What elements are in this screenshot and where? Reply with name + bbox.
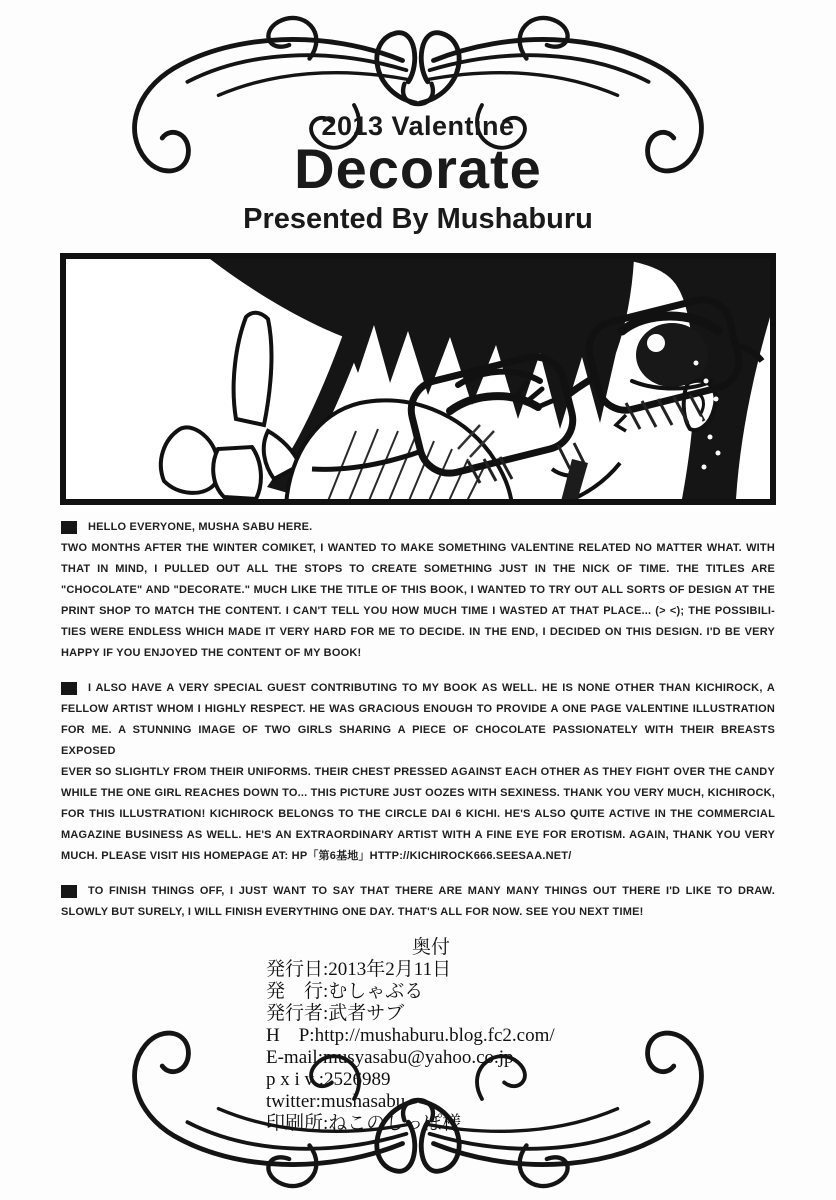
text-line: MAGAZINE BUSINESS AS WELL. HE'S AN EXTRAORDINARY ARTIST WITH A FINE EYE FOR EROTISM. AGAIN, THANK YOU VERY (61, 829, 775, 841)
series-label: 2013 Valentine (321, 111, 515, 141)
text-line: WHILE THE ONE GIRL REACHES DOWN TO... THIS PICTURE JUST OOZES WITH SEXINESS. THANK YOU VERY MUCH, KICHIROCK, (61, 787, 775, 799)
text-line: "CHOCOLATE" AND "DECORATE." MUCH LIKE THE TITLE OF THIS BOOK, I WANTED TO TRY OUT ALL SORTS OF DESIGN AT THE (61, 584, 775, 596)
credit-line: Presented By Mushaburu (243, 203, 593, 235)
paragraph-marker-icon (61, 682, 77, 695)
text-line: SLOWLY BUT SURELY, I WILL FINISH EVERYTHING ONE DAY. THAT'S ALL FOR NOW. SEE YOU NEXT TIME! (61, 906, 644, 918)
text-line: twitter:mushasabu (266, 1091, 406, 1112)
text-line: TWO MONTHS AFTER THE WINTER COMIKET, I WANTED TO MAKE SOMETHING VALENTINE RELATED NO MATTER WHAT. WITH (61, 542, 775, 554)
paragraph-3 (61, 881, 775, 923)
paragraph-2 (61, 678, 775, 867)
flourish-bottom-ornament (108, 1028, 728, 1198)
text-line: MUCH. PLEASE VISIT HIS HOMEPAGE AT: HP「第6基地」HTTP://KICHIROCK666.SEESAA.NET/ (61, 850, 572, 862)
text-line: FELLOW ARTIST WHOM I HIGHLY RESPECT. HE WAS GRACIOUS ENOUGH TO PROVIDE A ONE PAGE VALENTINE ILLUSTRATION (61, 703, 775, 715)
paragraph-marker-icon (61, 885, 77, 898)
text-line: E-mail:musyasabu@yahoo.co.jp (266, 1047, 514, 1068)
manga-girl-with-glasses-winking-illustration (60, 253, 776, 505)
paragraph-2-body (61, 678, 775, 867)
greeting-text: HELLO EVERYONE, MUSHA SABU HERE. (88, 521, 313, 533)
text-line: HAPPY IF YOU ENJOYED THE CONTENT OF MY BOOK! (61, 647, 362, 659)
page-title: Decorate (294, 137, 542, 200)
greeting-line (61, 517, 775, 538)
text-line: 発行日:2013年2月11日 (266, 959, 452, 980)
text-line: EVER SO SLIGHTLY FROM THEIR UNIFORMS. THEIR CHEST PRESSED AGAINST EACH OTHER AS THEY FIGHT OVER THE CANDY (61, 766, 775, 778)
paragraph-1-body (61, 538, 775, 664)
title-block (0, 0, 836, 253)
text-line: p x i v :2526989 (266, 1069, 391, 1090)
afterword-text (61, 517, 775, 923)
colophon-heading: 奥付 (411, 937, 450, 958)
text-line: 発 行:むしゃぶる (266, 981, 424, 1002)
text-line: PRINT SHOP TO MATCH THE CONTENT. I CAN'T TELL YOU HOW MUCH TIME I WASTED AT THAT PLACE... (> <); THE POSSIBILI- (61, 605, 775, 617)
paragraph-3-body (61, 881, 775, 923)
text-line: FOR ME. A STUNNING IMAGE OF TWO GIRLS SHARING A PIECE OF CHOCOLATE PASSIONATELY WITH THEIR BREASTS EXPOSED (61, 724, 775, 757)
text-line: I ALSO HAVE A VERY SPECIAL GUEST CONTRIBUTING TO MY BOOK AS WELL. HE IS NONE OTHER THAN KICHIROCK, A (88, 682, 775, 694)
text-line: H P:http://mushaburu.blog.fc2.com/ (266, 1025, 555, 1046)
paragraph-marker-icon (61, 521, 77, 534)
text-line: 発行者:武者サブ (266, 1003, 405, 1024)
text-line: THAT IN MIND, I PULLED OUT ALL THE STOPS TO CREATE SOMETHING JUST IN THE NICK OF TIME. THE TITLES ARE (61, 563, 775, 575)
text-line: TO FINISH THINGS OFF, I JUST WANT TO SAY THAT THERE ARE MANY MANY THINGS OUT THERE I'D LIKE TO DRAW. (88, 885, 775, 897)
text-line: FOR THIS ILLUSTRATION! KICHIROCK BELONGS TO THE CIRCLE DAI 6 KICHI. HE'S ALSO QUITE ACTIVE IN THE COMMERCIAL (61, 808, 775, 820)
text-line: TIES WERE ENDLESS WHICH MADE IT VERY HARD FOR ME TO DECIDE. IN THE END, I DECIDED ON THIS DESIGN. I'D BE VERY (61, 626, 775, 638)
paragraph-1 (61, 517, 775, 664)
text-line: 印刷所:ねこのしっぽ様 (266, 1113, 462, 1134)
